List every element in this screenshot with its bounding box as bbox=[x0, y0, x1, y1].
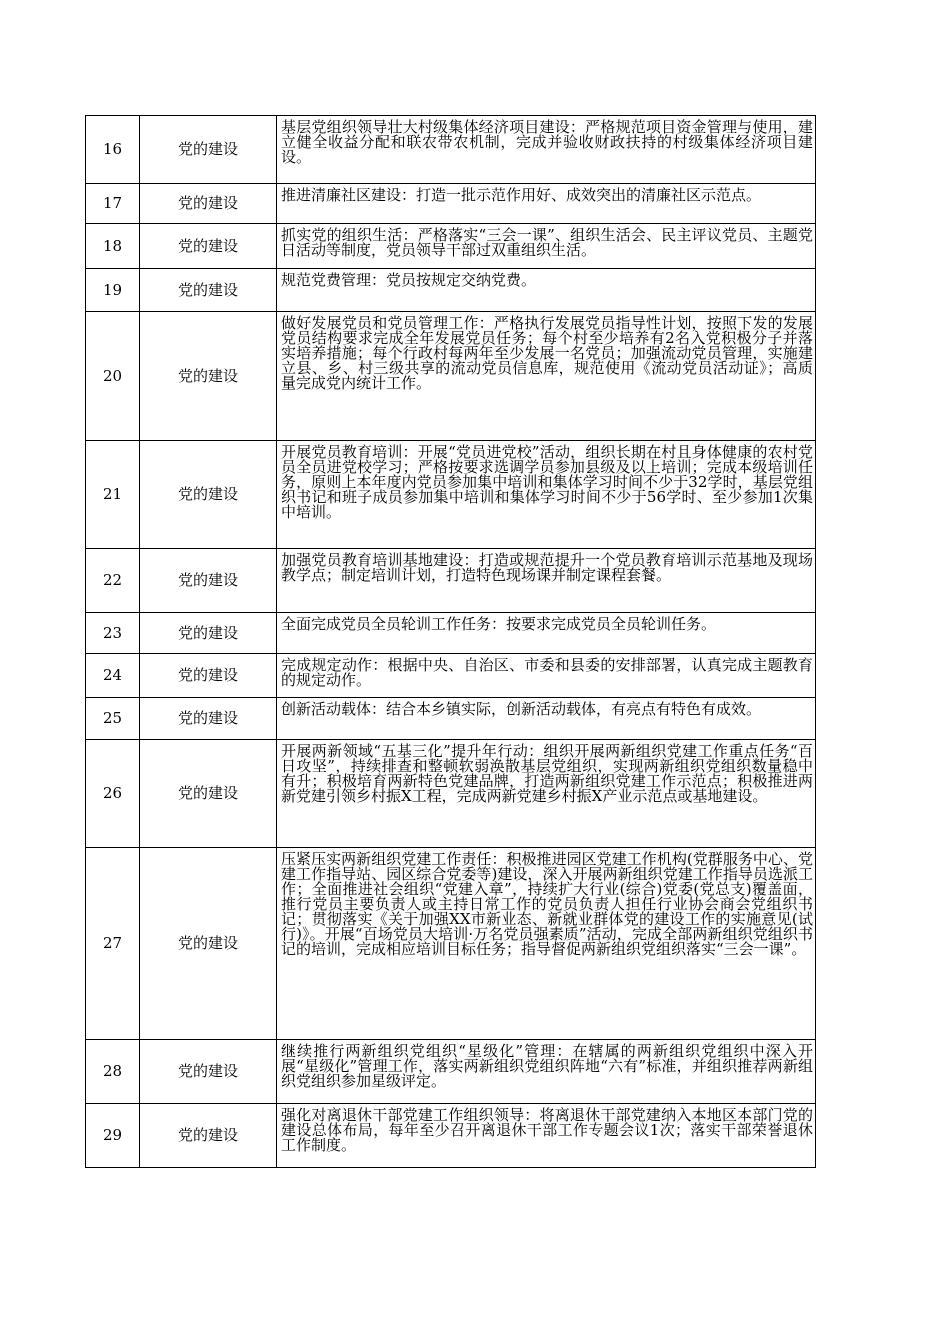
category-cell: 党的建设 bbox=[140, 654, 277, 698]
row-number-cell: 16 bbox=[86, 116, 140, 184]
content-cell: 完成规定动作：根据中央、自治区、市委和县委的安排部署，认真完成主题教育的规定动作。 bbox=[277, 654, 816, 698]
table-row bbox=[86, 848, 816, 1040]
row-number-cell: 24 bbox=[86, 654, 140, 698]
row-number-cell: 27 bbox=[86, 848, 140, 1040]
task-table bbox=[85, 115, 816, 1168]
content-cell: 加强党员教育培训基地建设：打造或规范提升一个党员教育培训示范基地及现场教学点；制定培训计划，打造特色现场课并制定课程套餐。 bbox=[277, 549, 816, 613]
row-number-cell: 20 bbox=[86, 312, 140, 441]
content-cell: 规范党费管理：党员按规定交纳党费。 bbox=[277, 269, 816, 312]
table-row bbox=[86, 1040, 816, 1104]
table-row bbox=[86, 613, 816, 654]
table-row bbox=[86, 1104, 816, 1168]
category-cell: 党的建设 bbox=[140, 312, 277, 441]
category-cell: 党的建设 bbox=[140, 116, 277, 184]
row-number-cell: 22 bbox=[86, 549, 140, 613]
category-cell: 党的建设 bbox=[140, 1104, 277, 1168]
row-number-cell: 28 bbox=[86, 1040, 140, 1104]
task-table-body bbox=[86, 116, 816, 1168]
category-cell: 党的建设 bbox=[140, 740, 277, 848]
table-row bbox=[86, 184, 816, 224]
table-row bbox=[86, 269, 816, 312]
category-cell: 党的建设 bbox=[140, 441, 277, 549]
content-cell: 抓实党的组织生活：严格落实“三会一课”、组织生活会、民主评议党员、主题党日活动等制度，党员领导干部过双重组织生活。 bbox=[277, 224, 816, 269]
content-cell: 继续推行两新组织党组织“星级化”管理：在辖属的两新组织党组织中深入开展“星级化”管理工作，落实两新组织党组织阵地“六有”标准，并组织推荐两新组织党组织参加星级评定。 bbox=[277, 1040, 816, 1104]
table-row bbox=[86, 224, 816, 269]
row-number-cell: 21 bbox=[86, 441, 140, 549]
content-cell: 基层党组织领导壮大村级集体经济项目建设：严格规范项目资金管理与使用，建立健全收益分配和联农带农机制，完成并验收财政扶持的村级集体经济项目建设。 bbox=[277, 116, 816, 184]
table-row bbox=[86, 312, 816, 441]
content-cell: 做好发展党员和党员管理工作：严格执行发展党员指导性计划，按照下发的发展党员结构要求完成全年发展党员任务；每个村至少培养有2名入党积极分子并落实培养措施；每个行政村每两年至少发展一名党员；加强流动党员管理，实施建立县、乡、村三级共享的流动党员信息库，规范使用《流动党员活动证》；高质量完成党内统计工作。 bbox=[277, 312, 816, 441]
table-row bbox=[86, 441, 816, 549]
table-row bbox=[86, 698, 816, 740]
content-cell: 创新活动载体：结合本乡镇实际，创新活动载体，有亮点有特色有成效。 bbox=[277, 698, 816, 740]
category-cell: 党的建设 bbox=[140, 549, 277, 613]
content-cell: 全面完成党员全员轮训工作任务：按要求完成党员全员轮训任务。 bbox=[277, 613, 816, 654]
category-cell: 党的建设 bbox=[140, 269, 277, 312]
table-row bbox=[86, 654, 816, 698]
row-number-cell: 26 bbox=[86, 740, 140, 848]
category-cell: 党的建设 bbox=[140, 1040, 277, 1104]
content-cell: 开展党员教育培训：开展“党员进党校”活动，组织长期在村且身体健康的农村党员全员进党校学习；严格按要求选调学员参加县级及以上培训；完成本级培训任务，原则上本年度内党员参加集中培训和集体学习时间不少于32学时，基层党组织书记和班子成员参加集中培训和集体学习时间不少于56学时、至少参加1次集中培训。 bbox=[277, 441, 816, 549]
category-cell: 党的建设 bbox=[140, 184, 277, 224]
content-cell: 开展两新领域“五基三化”提升年行动：组织开展两新组织党建工作重点任务“百日攻坚”，持续排查和整顿软弱涣散基层党组织，实现两新组织党组织数量稳中有升；积极培育两新特色党建品牌，打造两新组织党建工作示范点；积极推进两新党建引领乡村振X工程，完成两新党建乡村振X产业示范点或基地建设。 bbox=[277, 740, 816, 848]
row-number-cell: 23 bbox=[86, 613, 140, 654]
row-number-cell: 29 bbox=[86, 1104, 140, 1168]
content-cell: 强化对离退休干部党建工作组织领导：将离退休干部党建纳入本地区本部门党的建设总体布局，每年至少召开离退休干部工作专题会议1次；落实干部荣誉退休工作制度。 bbox=[277, 1104, 816, 1168]
category-cell: 党的建设 bbox=[140, 698, 277, 740]
row-number-cell: 17 bbox=[86, 184, 140, 224]
table-row bbox=[86, 740, 816, 848]
category-cell: 党的建设 bbox=[140, 848, 277, 1040]
table-row bbox=[86, 549, 816, 613]
category-cell: 党的建设 bbox=[140, 224, 277, 269]
content-cell: 推进清廉社区建设：打造一批示范作用好、成效突出的清廉社区示范点。 bbox=[277, 184, 816, 224]
row-number-cell: 25 bbox=[86, 698, 140, 740]
row-number-cell: 18 bbox=[86, 224, 140, 269]
row-number-cell: 19 bbox=[86, 269, 140, 312]
content-cell: 压紧压实两新组织党建工作责任：积极推进园区党建工作机构(党群服务中心、党建工作指导站、园区综合党委等)建设，深入开展两新组织党建工作指导员选派工作；全面推进社会组织“党建入章”，持续扩大行业(综合)党委(党总支)覆盖面，推行党员主要负责人或主持日常工作的党员负责人担任行业协会商会党组织书记；贯彻落实《关于加强XX市新业态、新就业群体党的建设工作的实施意见(试行)》。开展“百场党员大培训·万名党员强素质”活动，完成全部两新组织党组织书记的培训，完成相应培训目标任务；指导督促两新组织党组织落实“三会一课”。 bbox=[277, 848, 816, 1040]
category-cell: 党的建设 bbox=[140, 613, 277, 654]
table-row bbox=[86, 116, 816, 184]
